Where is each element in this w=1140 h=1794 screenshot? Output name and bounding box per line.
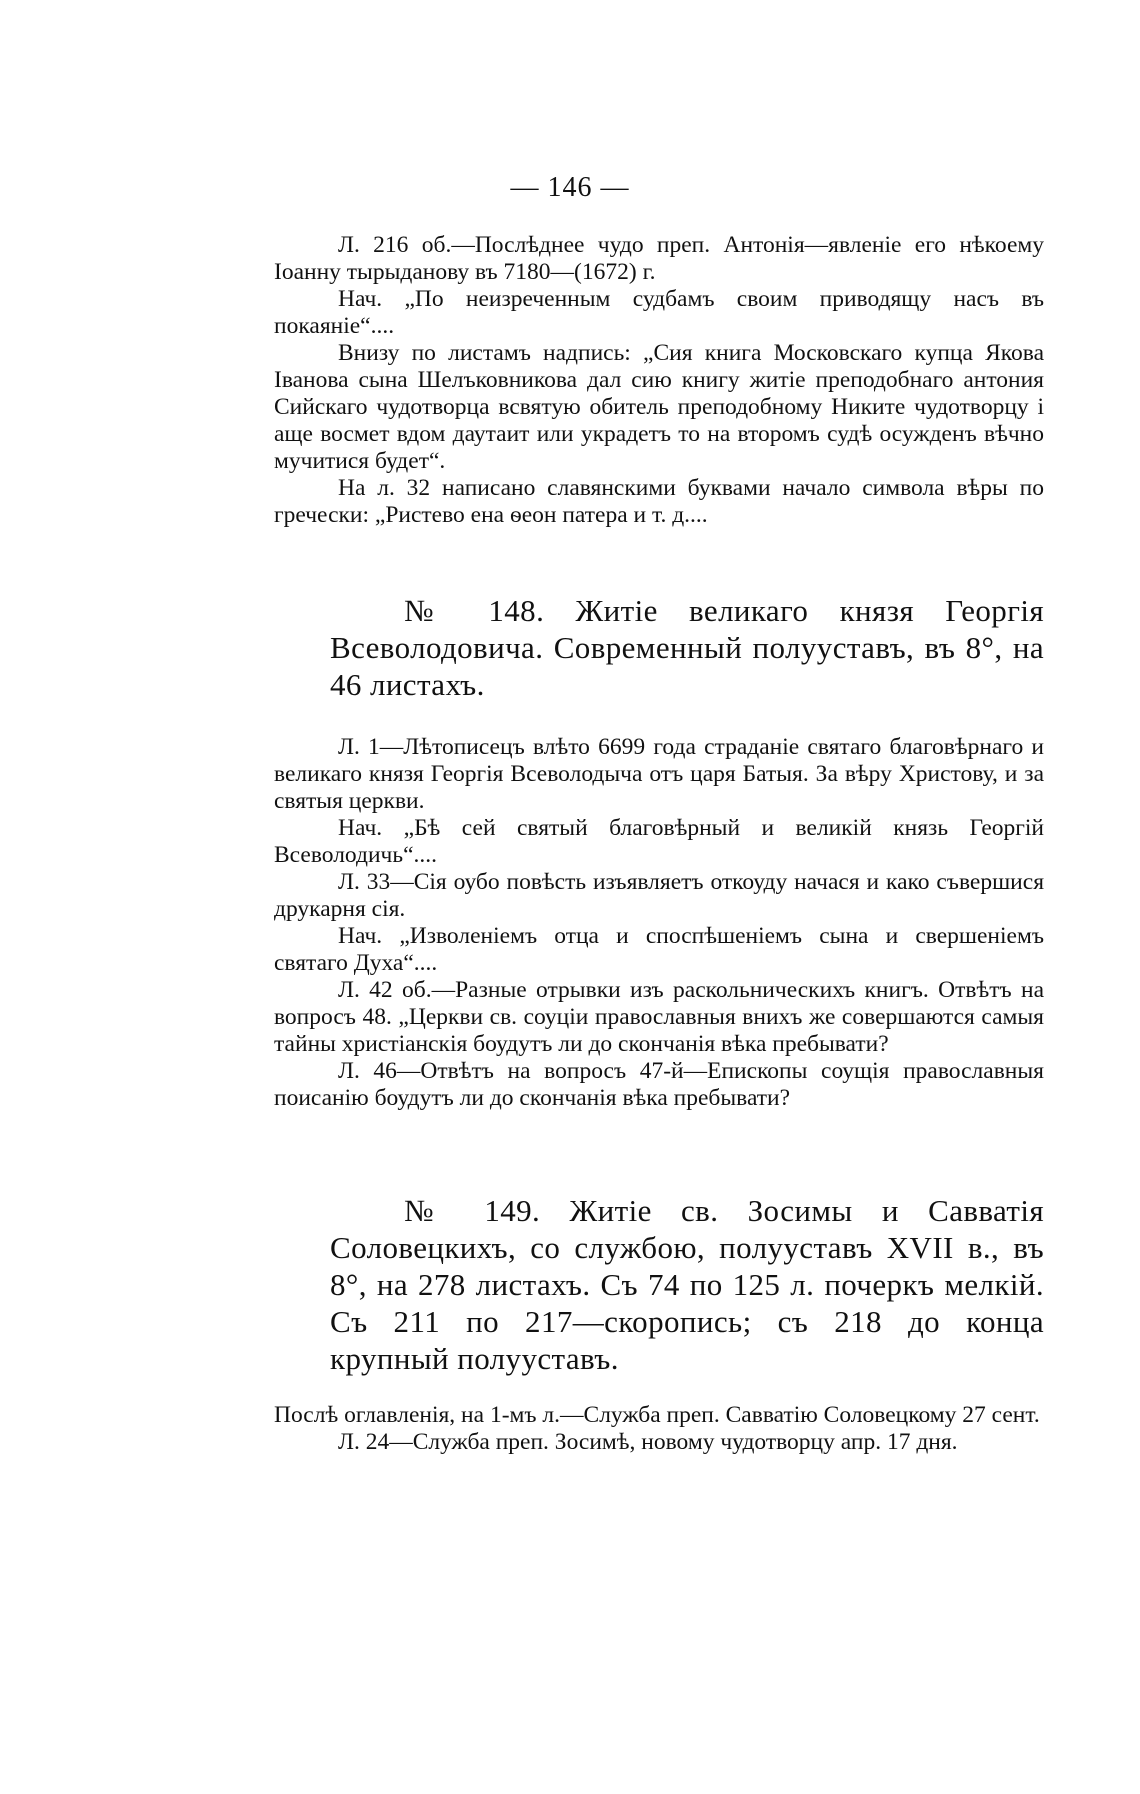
paragraph: Внизу по листамъ надпись: „Сия книга Московскаго купца Якова Іванова сына Шелъковникова дал сию книгу житіе преподобнаго антония Сийскаго чудотворца всвятую обитель преподобному Никите чудотворцу і аще восмет вдом даутаит или украдетъ то на второмъ судѣ осужденъ вѣчно мучитися будет“.: [274, 340, 1044, 474]
paragraph: Послѣ оглавленія, на 1-мъ л.—Служба преп. Савватію Соловецкому 27 сент.: [274, 1402, 1040, 1428]
paragraph: Л. 216 об.—Послѣднее чудо преп. Антонія—явленіе его нѣкоему Іоанну тырыданову въ 7180—(1672) г.: [274, 232, 1044, 285]
paragraph: На л. 32 написано славянскими буквами начало символа вѣры по гречески: „Ристево ена ѳеон патера и т. д....: [274, 475, 1044, 528]
paragraph: Л. 24—Служба преп. Зосимѣ, новому чудотворцу апр. 17 дня.: [338, 1429, 958, 1455]
entry-148-heading: [330, 592, 1044, 703]
entry-149-heading: [330, 1192, 1044, 1377]
page-number: — 146 —: [510, 172, 630, 203]
paragraph: Л. 1—Лѣтописецъ влѣто 6699 года страданіе святаго благовѣрнаго и великаго князя Георгія Всеволодыча отъ царя Батыя. За вѣру Христову, и за святыя церкви.: [274, 734, 1044, 814]
paragraph: Нач. „Бѣ сей святый благовѣрный и великій князь Георгій Всеволодичь“....: [274, 815, 1044, 868]
entry-148-body: [274, 734, 1044, 1112]
entry-149-body: [274, 1402, 1044, 1456]
paragraph: Л. 42 об.—Разные отрывки изъ раскольническихъ книгъ. Отвѣтъ на вопросъ 48. „Церкви св. соуціи православныя вниxъ же совершаются самыя тайны христіанскія боудутъ ли до скончанія вѣка пребывати?: [274, 977, 1044, 1057]
paragraph: Нач. „По неизреченным судбамъ своим приводящу насъ въ покаяніе“....: [274, 286, 1044, 339]
heading-text: № 149. Житіе св. Зосимы и Савватія Соловецкихъ, со службою, полууставъ XVII в., въ 8°, на 278 листахъ. Съ 74 по 125 л. почеркъ мелкій. Съ 211 по 217—скоропись; съ 218 до конца крупный полууставъ.: [330, 1193, 1044, 1376]
paragraph: Л. 33—Сія оубо повѣсть изъявляетъ откоуду начася и како съвершися друкарня сія.: [274, 869, 1044, 922]
section-top: [274, 232, 1044, 529]
paragraph: Л. 46—Отвѣтъ на вопросъ 47-й—Епископы соущія православныя поисанію боудутъ ли до скончанія вѣка пребывати?: [274, 1058, 1044, 1111]
heading-text: № 148. Житіе великаго князя Георгія Всеволодовича. Современный полууставъ, въ 8°, на 46 листахъ.: [330, 593, 1044, 702]
paragraph: Нач. „Изволеніемъ отца и споспѣшеніемъ сына и свершеніемъ святаго Духа“....: [274, 923, 1044, 976]
